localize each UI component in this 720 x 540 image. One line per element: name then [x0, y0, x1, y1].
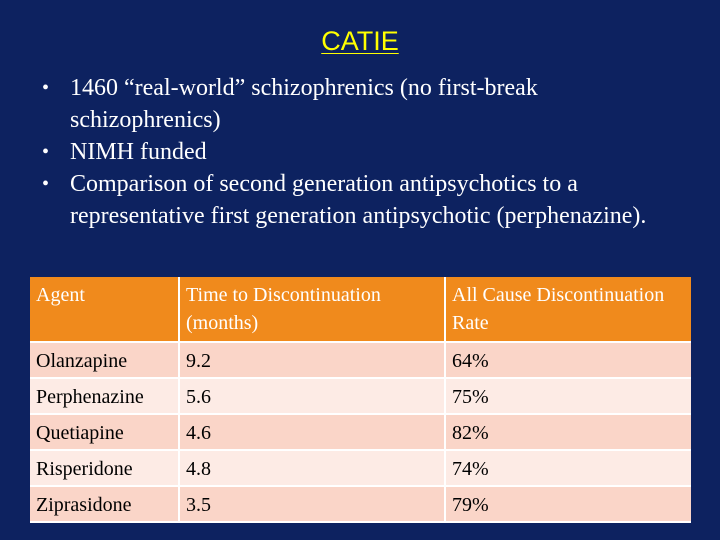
header-time-to-discontinuation: Time to Discontinuation (months) — [179, 277, 445, 342]
bullet-dot-icon: • — [42, 173, 50, 195]
table-header-row — [30, 277, 691, 342]
time-cell: 5.6 — [179, 378, 445, 414]
discontinuation-table — [30, 277, 691, 523]
bullet-item — [42, 136, 682, 168]
bullet-item — [42, 168, 682, 232]
bullet-list — [42, 72, 682, 232]
rate-cell: 75% — [445, 378, 691, 414]
agent-cell: Perphenazine — [30, 378, 179, 414]
header-agent: Agent — [30, 277, 179, 342]
slide-title — [0, 26, 720, 57]
rate-cell: 82% — [445, 414, 691, 450]
header-discontinuation-rate: All Cause Discontinuation Rate — [445, 277, 691, 342]
slide-title-text: CATIE — [321, 26, 399, 56]
table-row — [30, 486, 691, 522]
time-cell: 4.8 — [179, 450, 445, 486]
table-row — [30, 450, 691, 486]
bullet-text: NIMH funded — [70, 139, 207, 165]
time-cell: 9.2 — [179, 342, 445, 378]
agent-cell: Ziprasidone — [30, 486, 179, 522]
bullet-text: Comparison of second generation antipsychotics to a representative first generation antipsychotic (perphenazine). — [70, 171, 647, 229]
table-row — [30, 414, 691, 450]
rate-cell: 74% — [445, 450, 691, 486]
agent-cell: Risperidone — [30, 450, 179, 486]
agent-cell: Olanzapine — [30, 342, 179, 378]
rate-cell: 79% — [445, 486, 691, 522]
table-row — [30, 342, 691, 378]
bullet-dot-icon: • — [42, 141, 50, 163]
time-cell: 3.5 — [179, 486, 445, 522]
bullet-item — [42, 72, 682, 136]
bullet-dot-icon: • — [42, 77, 50, 99]
agent-cell: Quetiapine — [30, 414, 179, 450]
time-cell: 4.6 — [179, 414, 445, 450]
bullet-text: 1460 “real-world” schizophrenics (no first-break schizophrenics) — [70, 75, 538, 133]
rate-cell: 64% — [445, 342, 691, 378]
table-row — [30, 378, 691, 414]
